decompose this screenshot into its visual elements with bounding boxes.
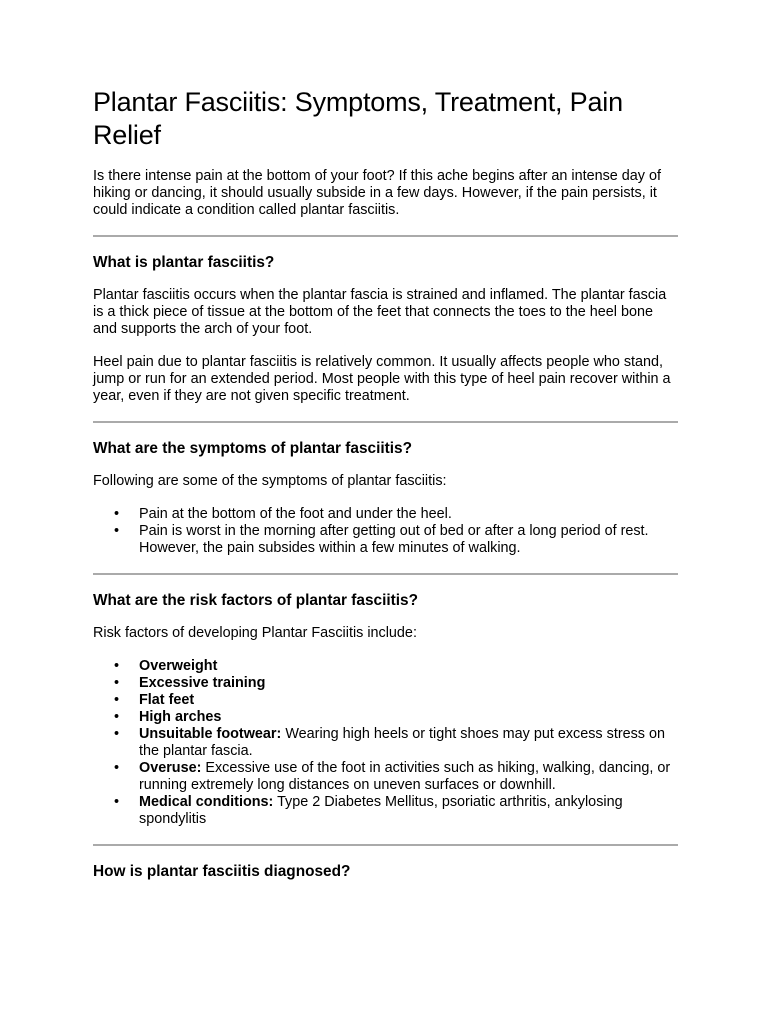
section-lead: Risk factors of developing Plantar Fasciitis include: — [93, 625, 417, 641]
list-item — [93, 760, 678, 794]
list-item-text: Type 2 Diabetes Mellitus, psoriatic arthritis, ankylosing spondylitis — [139, 794, 623, 827]
list-item-text: Excessive use of the foot in activities such as hiking, walking, dancing, or running extremely long distances on uneven surfaces or downhill. — [139, 760, 671, 793]
section-risk-factors — [93, 591, 678, 828]
section-heading: What are the risk factors of plantar fasciitis? — [93, 592, 418, 609]
body-paragraph: Plantar fasciitis occurs when the plantar fascia is strained and inflamed. The plantar fascia is a thick piece of tissue at the bottom of the feet that connects the toes to the heel bone and supports the arch of your foot. — [93, 287, 667, 337]
section-heading: What are the symptoms of plantar fasciitis? — [93, 440, 412, 457]
section-heading: How is plantar fasciitis diagnosed? — [93, 863, 351, 880]
list-item-term: Excessive training — [139, 675, 266, 691]
list-item-term: Unsuitable footwear: — [139, 726, 282, 742]
list-item — [93, 794, 678, 828]
list-item-term: Overuse: — [139, 760, 202, 776]
list-item — [93, 692, 678, 709]
section-divider — [93, 235, 678, 237]
section-symptoms — [93, 439, 678, 557]
risk-factors-list — [93, 658, 678, 828]
section-lead: Following are some of the symptoms of plantar fasciitis: — [93, 473, 447, 489]
section-divider — [93, 421, 678, 423]
list-item — [93, 675, 678, 692]
list-item-text: Wearing high heels or tight shoes may put excess stress on the plantar fascia. — [139, 726, 666, 759]
symptoms-list — [93, 506, 678, 557]
page-title: Plantar Fasciitis: Symptoms, Treatment, Pain Relief — [93, 87, 623, 150]
list-item-term: High arches — [139, 709, 222, 725]
section-divider — [93, 573, 678, 575]
section-diagnosis — [93, 862, 678, 881]
list-item — [93, 658, 678, 675]
list-item: • Pain at the bottom of the foot and under the heel. — [93, 506, 678, 523]
section-heading: What is plantar fasciitis? — [93, 254, 275, 271]
body-paragraph: Heel pain due to plantar fasciitis is relatively common. It usually affects people who stand, jump or run for an extended period. Most people with this type of heel pain recover within a year, even if they are not given specific treatment. — [93, 354, 671, 404]
section-divider — [93, 844, 678, 846]
list-item — [93, 709, 678, 726]
list-item-term: Flat feet — [139, 692, 195, 708]
list-item-term: Overweight — [139, 658, 218, 674]
list-item-term: Medical conditions: — [139, 794, 274, 810]
intro-paragraph: Is there intense pain at the bottom of your foot? If this ache begins after an intense day of hiking or dancing, it should usually subside in a few days. However, if the pain persists, it could indicate a condition called plantar fasciitis. — [93, 168, 661, 218]
section-what-is — [93, 253, 678, 405]
document-page — [93, 86, 678, 896]
list-item: • Pain is worst in the morning after getting out of bed or after a long period of rest. However, the pain subsides within a few minutes of walking. — [93, 523, 678, 557]
list-item — [93, 726, 678, 760]
